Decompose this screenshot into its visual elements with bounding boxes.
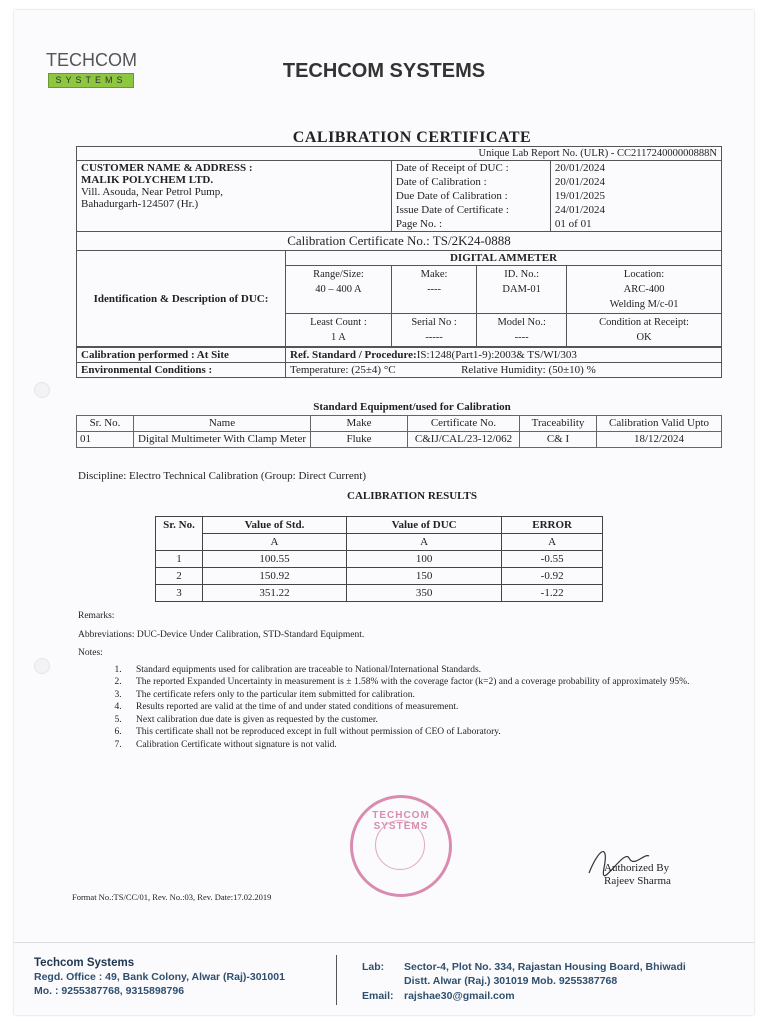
results-unit-blank [156,534,203,551]
humidity: Relative Humidity: (50±10) % [461,364,596,376]
list-item: 3. The certificate refers only to the particular item submitted for calibration. [124,689,738,702]
list-item: 1. Standard equipments used for calibration are traceable to National/International Standards. [124,664,738,677]
equip-sr: 01 [77,432,134,448]
location-cell [567,266,722,314]
footer-mobile: Mo. : 9255387768, 9315898796 [34,985,185,997]
result-sr: 1 [156,551,203,568]
location-value-2: Welding M/c-01 [609,299,679,310]
environment-label: Environmental Conditions : [77,363,286,378]
signatory-name: Rajeev Sharma [604,875,671,887]
result-duc: 350 [347,585,502,602]
list-item: 2. The reported Expanded Uncertainty in measurement is ± 1.58% with the coverage factor (k=2) and a coverage probability of approximately 95%. [124,676,738,689]
calibration-date-value: 20/01/2024 [550,175,721,189]
list-item: 7. Calibration Certificate without signature is not valid. [124,739,738,752]
range-cell [286,266,392,314]
equip-trace: C& I [520,432,597,448]
list-item: 6. This certificate shall not be reproduced except in full without permission of CEO of Laboratory. [124,726,738,739]
footer-divider [14,942,754,943]
logo: TECHCOM [46,50,137,70]
notes-list [78,664,738,752]
notes-section [78,610,738,751]
due-date-label: Due Date of Calibration : [395,190,508,202]
equip-header-valid: Calibration Valid Upto [597,416,722,432]
customer-address-line1: Vill. Asouda, Near Petrol Pump, [81,186,224,198]
page-no-value: 01 of 01 [550,217,721,231]
certificate-title: CALIBRATION CERTIFICATE [292,129,532,146]
footer-lab-line2: Distt. Alwar (Raj.) 301019 Mob. 9255387768 [404,975,618,987]
list-item: 4. Results reported are valid at the time of and under stated conditions of measurement. [124,701,738,714]
unit-error: A [502,534,603,551]
temperature: Temperature: (25±4) °C [290,364,396,376]
customer-name: MALIK POLYCHEM LTD. [81,174,214,186]
footer-lab-line1: Sector-4, Plot No. 334, Rajastan Housing Board, Bhiwadi [404,961,686,973]
condition-value: OK [636,332,652,343]
condition-cell [567,314,722,348]
range-label: Range/Size: [313,269,364,280]
result-std: 351.22 [203,585,347,602]
equip-header-trace: Traceability [520,416,597,432]
model-cell [477,314,567,348]
footer-regd-office: Regd. Office : 49, Bank Colony, Alwar (Raj)-301001 [34,971,285,983]
certificate-number: Calibration Certificate No.: TS/2K24-0888 [77,232,722,251]
duc-name: DIGITAL AMMETER [286,251,722,266]
make-label: Make: [420,269,448,280]
serial-value: ----- [425,332,443,343]
footer-company: Techcom Systems [34,957,135,969]
stamp-text: TECHCOM SYSTEMS [372,810,430,832]
serial-cell [391,314,476,348]
notes-label: Notes: [78,648,103,658]
equip-header-name: Name [134,416,311,432]
id-label: ID. No.: [504,269,540,280]
issue-date-value: 24/01/2024 [550,203,721,217]
company-stamp [350,795,452,897]
ulr-number: Unique Lab Report No. (ULR) - CC211724000000888N [77,147,722,161]
table-row [156,568,603,585]
ref-standard [286,347,722,363]
footer-lab-label: Lab: [362,961,385,973]
certificate-page [14,10,754,1015]
footer-left [34,956,285,998]
table-row [156,551,603,568]
abbreviations: Abbreviations: DUC-Device Under Calibration, STD-Standard Equipment. [78,629,365,640]
calibration-date-label: Date of Calibration : [395,176,487,188]
equip-name: Digital Multimeter With Clamp Meter [134,432,311,448]
unit-duc: A [347,534,502,551]
results-table [155,516,603,602]
punch-hole [34,382,50,398]
footer-separator [336,955,337,1005]
equip-cert: C&IJ/CAL/23-12/062 [408,432,520,448]
authorized-label: Authorized By [604,862,670,874]
result-duc: 150 [347,568,502,585]
results-header-error: ERROR [502,517,603,534]
format-number: Format No.:TS/CC/01, Rev. No.:03, Rev. Date:17.02.2019 [72,892,272,902]
least-count-label: Least Count : [310,317,367,328]
receipt-date-value: 20/01/2024 [550,161,721,175]
make-value: ---- [427,284,442,295]
id-value: DAM-01 [502,284,541,295]
least-count-value: 1 A [331,332,346,343]
page-no-label: Page No. : [395,218,443,230]
logo-subtitle: SYSTEMS [48,73,134,88]
issue-date-label: Issue Date of Certificate : [395,204,509,216]
ref-standard-value: IS:1248(Part1-9):2003& TS/WI/303 [416,349,577,361]
equipment-table [76,415,722,448]
footer-lab [404,960,749,988]
results-header-duc: Value of DUC [347,517,502,534]
customer-label: CUSTOMER NAME & ADDRESS : [81,162,253,174]
list-item: 5. Next calibration due date is given as requested by the customer. [124,714,738,727]
results-header-std: Value of Std. [203,517,347,534]
equip-header-sr: Sr. No. [77,416,134,432]
customer-block [77,161,392,232]
footer-email-label: Email: [362,990,394,1002]
punch-hole [34,658,50,674]
equip-header-make: Make [311,416,408,432]
ref-standard-label: Ref. Standard / Procedure: [290,349,417,361]
condition-label: Condition at Receipt: [599,317,689,328]
result-std: 150.92 [203,568,347,585]
receipt-date-label: Date of Receipt of DUC : [395,162,509,174]
results-header-sr: Sr. No. [156,517,203,534]
duc-label: Identification & Description of DUC: [77,251,286,348]
company-name: TECHCOM SYSTEMS [282,60,486,82]
discipline: Discipline: Electro Technical Calibration (Group: Direct Current) [78,470,366,482]
environment-values [286,363,722,378]
dates-block [391,161,721,232]
id-cell [477,266,567,314]
result-std: 100.55 [203,551,347,568]
equip-header-cert: Certificate No. [408,416,520,432]
model-value: ---- [514,332,529,343]
unit-std: A [203,534,347,551]
result-error: -1.22 [502,585,603,602]
result-error: -0.55 [502,551,603,568]
model-label: Model No.: [497,317,546,328]
result-error: -0.92 [502,568,603,585]
range-value: 40 – 400 A [315,284,362,295]
footer-email: rajshae30@gmail.com [404,990,515,1002]
location-label: Location: [623,269,665,280]
equip-make: Fluke [311,432,408,448]
authorized-by [604,862,671,888]
due-date-value: 19/01/2025 [550,189,721,203]
result-duc: 100 [347,551,502,568]
results-title: CALIBRATION RESULTS [347,490,477,502]
result-sr: 3 [156,585,203,602]
remarks: Remarks: [78,611,115,621]
performed-label: Calibration performed : At Site [77,347,286,363]
equip-valid: 18/12/2024 [597,432,722,448]
stamp-inner-circle [375,820,425,870]
certificate-info-table [76,146,722,378]
result-sr: 2 [156,568,203,585]
location-value: ARC-400 [623,284,665,295]
least-count-cell [286,314,392,348]
table-row [156,585,603,602]
customer-address-line2: Bahadurgarh-124507 (Hr.) [81,198,199,210]
serial-label: Serial No : [411,317,457,328]
make-cell [391,266,476,314]
equipment-title: Standard Equipment/used for Calibration [313,401,511,413]
